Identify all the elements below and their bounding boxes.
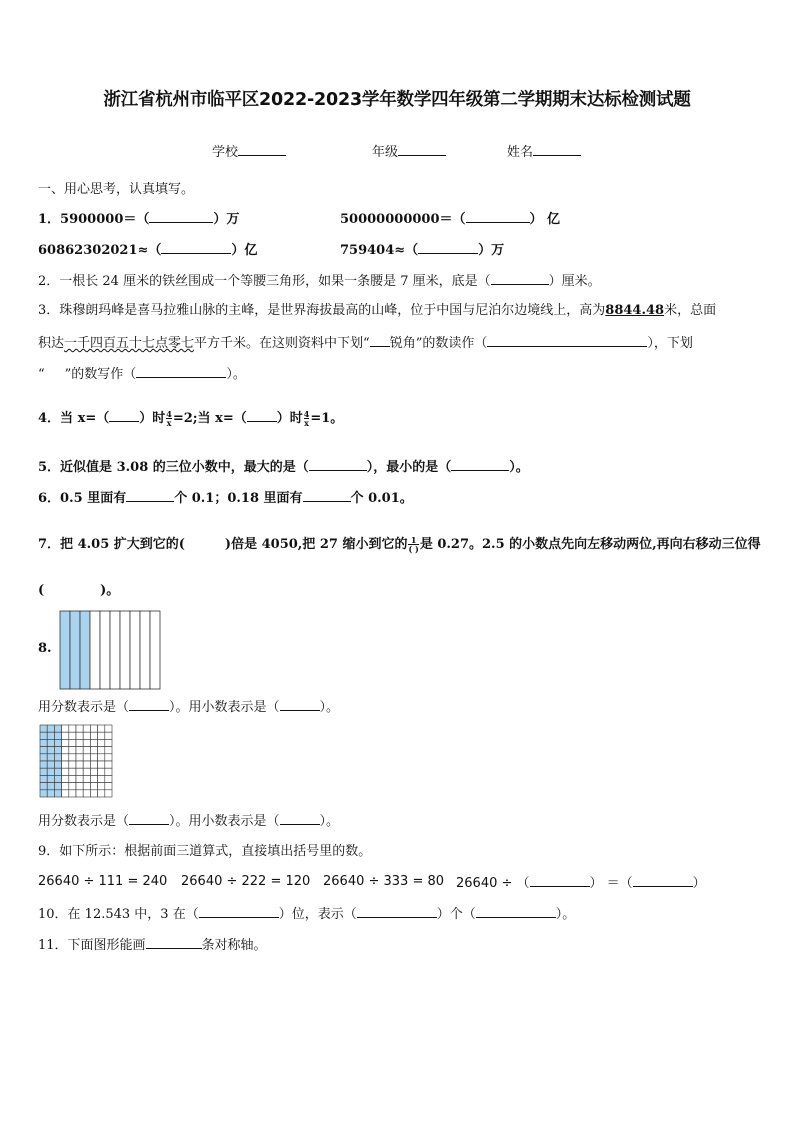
school-field[interactable] <box>212 143 286 161</box>
equation-4: 26640 ÷ （ ） ＝（ ） <box>456 876 706 891</box>
name-label: 姓名 <box>507 145 534 160</box>
answer-blank[interactable] <box>303 489 351 502</box>
answer-blank[interactable] <box>126 489 174 502</box>
hundredths-cell <box>47 768 54 775</box>
hundredths-cell <box>62 783 69 790</box>
hundredths-cell <box>83 768 90 775</box>
hundredths-cell <box>69 739 76 746</box>
answer-blank[interactable] <box>280 698 320 711</box>
hundredths-cell <box>40 790 47 797</box>
answer-blank[interactable] <box>129 812 169 825</box>
wavy-underlined-number: 一千四百五十七点零七 <box>64 336 195 351</box>
hundredths-cell <box>47 761 54 768</box>
hundredths-cell <box>62 768 69 775</box>
hundredths-cell <box>62 739 69 746</box>
question-1b: 50000000000＝（ ） 亿 <box>340 212 561 227</box>
hundredths-cell <box>90 761 97 768</box>
hundredths-cell <box>76 747 83 754</box>
hundredths-cell <box>62 790 69 797</box>
hundredths-cell <box>76 725 83 732</box>
hundredths-cell <box>69 754 76 761</box>
hundredths-cell <box>105 747 112 754</box>
question-8-number: 8. <box>38 641 52 656</box>
hundredths-cell <box>105 783 112 790</box>
question-3-line1: 3．珠穆朗玛峰是喜马拉雅山脉的主峰，是世界海拔最高的山峰，位于中国与尼泊尔边境线上，高为8844.48米，总面 <box>38 303 717 318</box>
answer-blank[interactable] <box>136 365 226 378</box>
hundredths-cell <box>83 747 90 754</box>
question-4: 4．当 x=（ ）时 $\frac{4}{x}$ =2;当 x=（ ）时 $\frac{4}{x}$ =1。 <box>38 409 344 428</box>
hundredths-cell <box>62 775 69 782</box>
answer-blank[interactable] <box>109 409 139 422</box>
hundredths-cell <box>90 790 97 797</box>
hundredths-cell <box>47 754 54 761</box>
hundredths-cell <box>98 783 105 790</box>
hundredths-cell <box>98 790 105 797</box>
hundredths-cell <box>83 761 90 768</box>
hundredths-cell <box>47 775 54 782</box>
hundredths-cell <box>40 732 47 739</box>
hundredths-cell <box>76 739 83 746</box>
answer-blank[interactable] <box>161 241 231 254</box>
hundredths-cell <box>105 790 112 797</box>
hundredths-grid-figure <box>38 723 114 799</box>
hundredths-cell <box>69 768 76 775</box>
answer-blank[interactable] <box>487 334 647 347</box>
tenths-strip <box>120 611 130 689</box>
hundredths-cell <box>98 754 105 761</box>
hundredths-cell <box>47 747 54 754</box>
equation-2: 26640 ÷ 222 = 120 <box>181 874 311 889</box>
hundredths-cell <box>62 754 69 761</box>
hundredths-cell <box>90 747 97 754</box>
section-heading: 一、用心思考，认真填写。 <box>38 182 195 197</box>
grade-label: 年级 <box>372 145 399 160</box>
hundredths-cell <box>54 739 61 746</box>
hundredths-cell <box>47 739 54 746</box>
answer-blank[interactable] <box>309 458 367 471</box>
hundredths-cell <box>105 739 112 746</box>
hundredths-cell <box>47 790 54 797</box>
hundredths-cell <box>40 768 47 775</box>
hundredths-cell <box>62 732 69 739</box>
hundredths-cell <box>54 775 61 782</box>
tenths-strip <box>110 611 120 689</box>
hundredths-cell <box>69 783 76 790</box>
tenths-strip <box>140 611 150 689</box>
hundredths-cell <box>40 761 47 768</box>
hundredths-cell <box>54 725 61 732</box>
answer-blank[interactable] <box>149 210 213 223</box>
tenths-strip <box>130 611 140 689</box>
hundredths-cell <box>83 775 90 782</box>
hundredths-cell <box>47 732 54 739</box>
hundredths-cell <box>76 775 83 782</box>
question-9: 9．如下所示：根据前面三道算式，直接填出括号里的数。 <box>38 844 372 859</box>
hundredths-cell <box>54 754 61 761</box>
hundredths-cell <box>90 732 97 739</box>
hundredths-cell <box>90 725 97 732</box>
hundredths-cell <box>69 790 76 797</box>
hundredths-cell <box>90 739 97 746</box>
hundredths-cell <box>98 775 105 782</box>
hundredths-cell <box>105 768 112 775</box>
hundredths-cell <box>69 732 76 739</box>
underlined-number: 8844.48 <box>605 303 665 318</box>
hundredths-cell <box>54 732 61 739</box>
page-title: 浙江省杭州市临平区2022-2023学年数学四年级第二学期期末达标检测试题 <box>103 90 691 110</box>
answer-blank[interactable] <box>280 812 320 825</box>
hundredths-cell <box>105 725 112 732</box>
answer-blank[interactable] <box>129 698 169 711</box>
question-1a: 1．5900000＝（ ）万 <box>38 212 240 227</box>
answer-blank[interactable] <box>146 936 202 949</box>
hundredths-cell <box>83 754 90 761</box>
name-field[interactable] <box>507 143 581 161</box>
answer-blank[interactable] <box>476 905 556 918</box>
grade-field[interactable] <box>372 143 446 161</box>
question-7-line2: ( )。 <box>38 583 120 598</box>
question-8-line2: 用分数表示是（ ）。用小数表示是（ ）。 <box>38 814 340 829</box>
hundredths-cell <box>98 725 105 732</box>
hundredths-cell <box>47 725 54 732</box>
hundredths-cell <box>98 732 105 739</box>
hundredths-cell <box>90 754 97 761</box>
tenths-strip <box>90 611 100 689</box>
answer-blank[interactable] <box>530 874 590 887</box>
answer-blank[interactable] <box>357 905 437 918</box>
question-1d: 759404≈（ ）万 <box>340 243 505 258</box>
hundredths-cell <box>83 732 90 739</box>
tenths-strip <box>150 611 160 689</box>
hundredths-cell <box>54 768 61 775</box>
tenths-strip <box>80 611 90 689</box>
question-10: 10．在 12.543 中，3 在（ ）位，表示（ ）个（ ）。 <box>38 907 576 922</box>
equation-3: 26640 ÷ 333 = 80 <box>323 874 445 889</box>
hundredths-cell <box>83 790 90 797</box>
hundredths-cell <box>40 739 47 746</box>
answer-blank[interactable] <box>418 241 478 254</box>
hundredths-cell <box>105 754 112 761</box>
hundredths-cell <box>69 725 76 732</box>
question-8-line1: 用分数表示是（ ）。用小数表示是（ ）。 <box>38 700 340 715</box>
hundredths-cell <box>76 732 83 739</box>
hundredths-cell <box>40 725 47 732</box>
answer-blank[interactable] <box>247 409 277 422</box>
hundredths-cell <box>69 775 76 782</box>
hundredths-cell <box>69 761 76 768</box>
hundredths-cell <box>90 775 97 782</box>
answer-blank[interactable] <box>491 272 549 285</box>
hundredths-cell <box>62 725 69 732</box>
hundredths-cell <box>90 768 97 775</box>
grade-blank[interactable] <box>398 143 446 156</box>
question-11: 11．下面图形能画 条对称轴。 <box>38 938 267 953</box>
hundredths-cell <box>105 732 112 739</box>
hundredths-cell <box>83 725 90 732</box>
tenths-strip <box>100 611 110 689</box>
hundredths-cell <box>76 754 83 761</box>
question-3-line3: “ ”的数写作（ ）。 <box>38 367 246 382</box>
hundredths-cell <box>98 739 105 746</box>
hundredths-cell <box>105 761 112 768</box>
question-7: 7．把 4.05 扩大到它的( )倍是 4050,把 27 缩小到它的 $\frac{1}{( )}$ 是 0.27。2.5 的小数点先向左移动两位,再向右移动三位得 <box>38 535 761 554</box>
hundredths-cell <box>62 761 69 768</box>
question-1c: 60862302021≈（ ）亿 <box>38 243 258 258</box>
hundredths-cell <box>40 747 47 754</box>
hundredths-cell <box>83 739 90 746</box>
answer-blank[interactable] <box>199 905 279 918</box>
tenths-grid-figure <box>58 609 162 691</box>
hundredths-cell <box>54 790 61 797</box>
school-blank[interactable] <box>238 143 286 156</box>
wavy-underline-mark <box>45 366 65 378</box>
hundredths-cell <box>105 775 112 782</box>
hundredths-cell <box>90 783 97 790</box>
tenths-strip <box>70 611 80 689</box>
answer-blank[interactable] <box>633 874 693 887</box>
answer-blank[interactable] <box>466 210 530 223</box>
hundredths-cell <box>62 747 69 754</box>
school-label: 学校 <box>212 145 239 160</box>
hundredths-cell <box>76 761 83 768</box>
hundredths-cell <box>83 783 90 790</box>
name-blank[interactable] <box>533 143 581 156</box>
hundredths-cell <box>47 783 54 790</box>
hundredths-cell <box>98 761 105 768</box>
hundredths-cell <box>54 783 61 790</box>
answer-blank[interactable] <box>451 458 509 471</box>
hundredths-cell <box>54 761 61 768</box>
hundredths-cell <box>98 747 105 754</box>
hundredths-cell <box>69 747 76 754</box>
tenths-strip <box>60 611 70 689</box>
hundredths-cell <box>54 747 61 754</box>
hundredths-cell <box>76 783 83 790</box>
hundredths-cell <box>40 754 47 761</box>
hundredths-cell <box>98 768 105 775</box>
hundredths-cell <box>76 790 83 797</box>
question-6: 6．0.5 里面有 个 0.1；0.18 里面有 个 0.01。 <box>38 491 413 506</box>
question-2: 2．一根长 24 厘米的铁丝围成一个等腰三角形，如果一条腰是 7 厘米，底是（ ）厘米。 <box>38 274 601 289</box>
question-3-line2: 积达一千四百五十七点零七平方千米。在这则资料中下划“ 锐角”的数读作（ ），下划 <box>38 336 693 351</box>
question-5: 5．近似值是 3.08 的三位小数中，最大的是（ ），最小的是（ ）。 <box>38 460 529 475</box>
hundredths-cell <box>40 783 47 790</box>
equation-1: 26640 ÷ 111 = 240 <box>38 874 168 889</box>
hundredths-cell <box>76 768 83 775</box>
hundredths-cell <box>40 775 47 782</box>
